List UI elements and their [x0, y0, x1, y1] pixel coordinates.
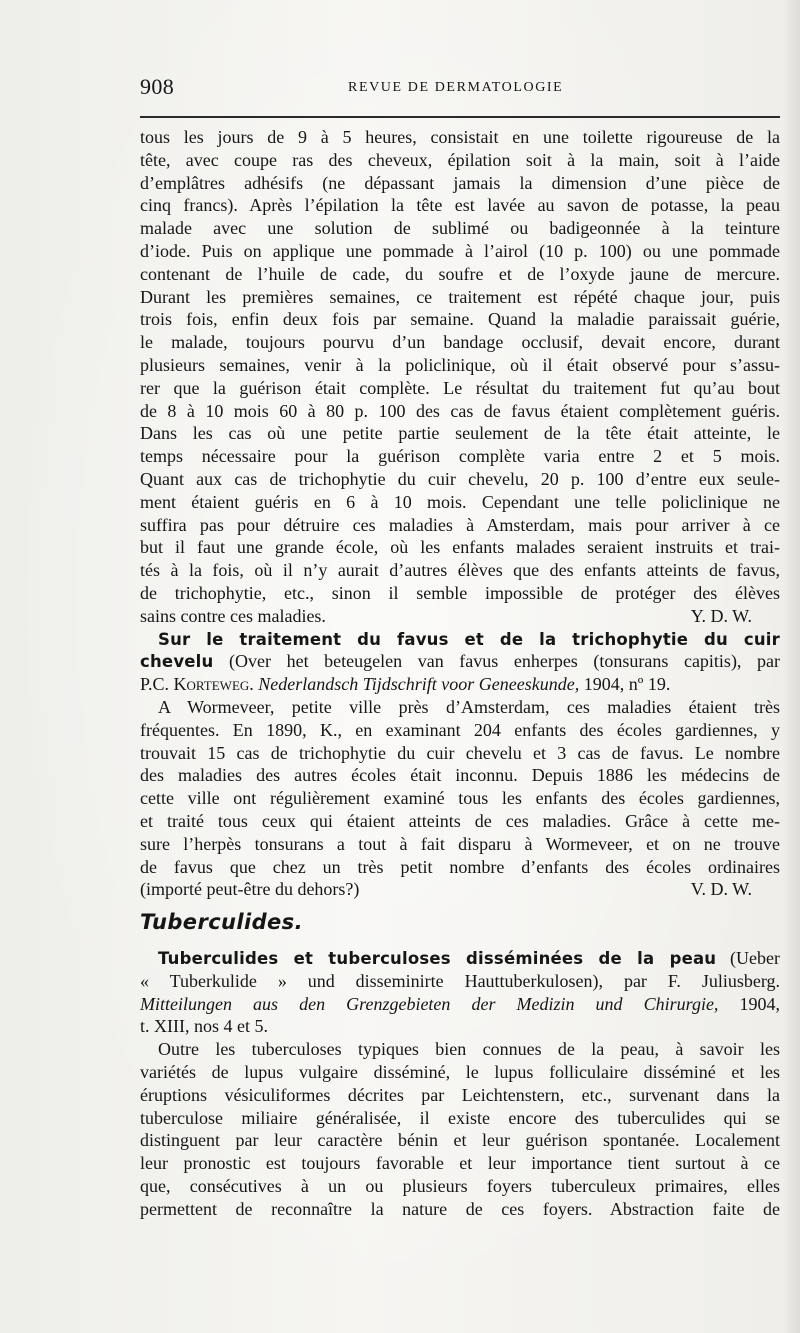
text-line: variétés de lupus vulgaire disséminé, le lupus folliculaire disséminé et les [140, 1062, 780, 1083]
author-signature: V. D. W. [690, 879, 752, 900]
citation-details: t. XIII, nos 4 et 5. [140, 1016, 268, 1037]
text-line: tous les jours de 9 à 5 heures, consistait en une toilette rigoureuse de la [140, 127, 780, 147]
text-line: plusieurs semaines, venir à la policlinique, où il était observé pour s’assu- [140, 354, 780, 375]
article-title: Tuberculides et tuberculoses disséminées de la peau [158, 949, 717, 969]
page-header [140, 74, 780, 104]
text-line: tête, avec coupe ras des cheveux, épilation soit à la main, soit à l’aide [140, 149, 780, 170]
text-line: rer que la guérison était complète. Le résultat du traitement fut qu’au bout [140, 377, 780, 398]
section-heading: Tuberculides. [140, 910, 303, 935]
text-line: Outre les tuberculoses typiques bien connues de la peau, à savoir les [158, 1039, 780, 1060]
article-juliusberg [140, 947, 780, 1221]
text-line: A Wormeveer, petite ville près d’Amsterdam, ces maladies étaient très [158, 696, 780, 717]
text-line: sure l’herpès tonsurans a tout à fait disparu à Wormeveer, et on ne trouve [140, 833, 780, 854]
text-line: de 8 à 10 mois 60 à 80 p. 100 des cas de favus étaient complètement guéris. [140, 400, 780, 421]
text-line: Quant aux cas de trichophytie du cuir chevelu, 20 p. 100 d’entre eux seule- [140, 468, 780, 489]
text-line: suffira pas pour détruire ces maladies à Amsterdam, mais pour arriver à ce [140, 514, 780, 535]
citation-journal: Nederlandsch Tijdschrift voor Geneeskunde, [258, 674, 580, 695]
text-line: Dans les cas où une petite partie seulement de la tête était atteinte, le [140, 423, 780, 444]
text-line: de trichophytie, etc., sinon il semble impossible de protéger des élèves [140, 582, 780, 603]
page-edge-shadow [782, 0, 800, 1333]
text-line: que, consécutives à un ou plusieurs foyers tuberculeux primaires, elles [140, 1176, 780, 1197]
text-line: de favus que chez un très petit nombre d’enfants des écoles ordinaires [140, 856, 780, 877]
text-line: but il faut une grande école, où les enfants malades seraient instruits et trai- [140, 537, 780, 558]
article-title: Sur le traitement du favus et de la trichophytie du cuir [158, 629, 780, 649]
text-line: d’iode. Puis on applique une pommade à l’airol (10 p. 100) ou une pommade [140, 240, 780, 261]
text-line: trouvait 15 cas de trichophytie du cuir chevelu et 3 cas de favus. Le nombre [140, 742, 780, 763]
text-line: des maladies des autres écoles était inconnu. Depuis 1886 les médecins de [140, 765, 780, 786]
text-line: d’emplâtres adhésifs (ne dépassant jamais la dimension d’une pièce de [140, 172, 780, 193]
article-citation [140, 993, 780, 1016]
text-line-last [140, 605, 780, 628]
text-line: permettent de reconnaître la nature de ces foyers. Abstraction faite de [140, 1198, 780, 1219]
page-body [140, 126, 780, 1221]
article-citation [140, 673, 780, 696]
citation-journal: Mitteilungen aus den Grenzgebieten der Medizin und Chirurgie, [140, 993, 719, 1014]
running-head: REVUE DE DERMATOLOGIE [348, 80, 564, 95]
text-line: fréquentes. En 1890, K., en examinant 204 enfants des écoles gardiennes, y [140, 719, 780, 740]
article-korteweg [140, 628, 780, 902]
citation-details: 1904, nº 19. [579, 674, 671, 695]
text-line: cette ville ont régulièrement examiné tous les enfants des écoles gardiennes, [140, 788, 780, 809]
paragraph-continuation [140, 126, 780, 628]
text-line: tuberculose miliaire généralisée, il existe encore des tuberculides qui se [140, 1107, 780, 1128]
text-line: contenant de l’huile de cade, du soufre et de l’oxyde jaune de mercure. [140, 263, 780, 284]
text-line: tés à la fois, où il n’y aurait d’autres élèves que des enfants atteints de favus, [140, 560, 780, 581]
paragraph-end: (importé peut-être du dehors?) [140, 879, 360, 900]
text-line: ment étaient guéris en 6 à 10 mois. Cependant une telle policlinique ne [140, 491, 780, 512]
page-number: 908 [140, 74, 175, 99]
article-title-continued: chevelu [140, 652, 214, 672]
text-line: trois fois, enfin deux fois par semaine. Quand la maladie paraissait guérie, [140, 309, 780, 330]
author-signature: Y. D. W. [690, 605, 752, 626]
citation-year: 1904, [718, 993, 780, 1014]
text-line: éruptions vésiculiformes décrites par Leichtenstern, etc., survenant dans la [140, 1084, 780, 1105]
header-rule [140, 116, 780, 118]
article-original-title: (Ueber [716, 948, 781, 969]
paragraph-end: sains contre ces maladies. [140, 605, 326, 626]
text-line: malade avec une solution de sublimé ou badigeonnée à la teinture [140, 218, 780, 239]
text-line: cinq francs). Après l’épilation la tête est lavée au savon de potasse, la peau [140, 195, 780, 216]
text-line: et traité tous ceux qui étaient atteints de ces maladies. Grâce à cette me- [140, 810, 780, 831]
text-line: distinguent par leur caractère bénin et leur guérison spontanée. Localement [140, 1130, 780, 1151]
article-original-title-line: « Tuberkulide » und disseminirte Hauttuberkulosen), par F. Juliusberg. [140, 970, 780, 991]
text-line: temps nécessaire pour la guérison complète varia entre 2 et 5 mois. [140, 446, 780, 467]
text-line-last [140, 878, 780, 901]
text-line: le malade, toujours pourvu d’un bandage occlusif, devait encore, durant [140, 332, 780, 353]
article-original-title: (Over het beteugelen van favus enherpes (tonsurans capitis), par [213, 651, 780, 672]
text-line: leur pronostic est toujours favorable et leur importance tient surtout à ce [140, 1153, 780, 1174]
citation-author: P.C. Korteweg. [140, 674, 254, 695]
article-title-line [140, 947, 780, 970]
article-title-line [140, 650, 780, 673]
text-line: Durant les premières semaines, ce traitement est répété chaque jour, puis [140, 286, 780, 307]
article-title-line [140, 628, 780, 651]
